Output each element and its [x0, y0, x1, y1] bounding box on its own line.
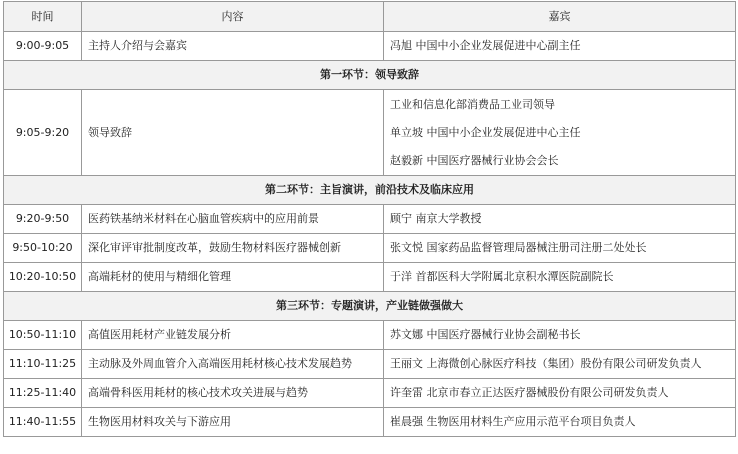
section-row: [4, 176, 736, 205]
guest-line: 单立坡 中国中小企业发展促进中心主任: [390, 125, 581, 139]
content-cell: 高端骨科医用耗材的核心技术攻关进展与趋势: [82, 379, 384, 408]
content-cell: 生物医用材料攻关与下游应用: [82, 408, 384, 437]
content-cell: 高值医用耗材产业链发展分析: [82, 321, 384, 350]
table-row: [4, 32, 736, 61]
guest-cell: 崔晨强 生物医用材料生产应用示范平台项目负责人: [384, 408, 736, 437]
time-cell: 9:50-10:20: [4, 234, 82, 263]
time-cell: 9:05-9:20: [4, 90, 82, 176]
table-row: [4, 205, 736, 234]
header-guest: 嘉宾: [384, 2, 736, 32]
content-cell: 领导致辞: [82, 90, 384, 176]
guest-cell: 许奎雷 北京市春立正达医疗器械股份有限公司研发负责人: [384, 379, 736, 408]
time-cell: 9:00-9:05: [4, 32, 82, 61]
table-row: [4, 321, 736, 350]
guest-cell: [384, 90, 736, 176]
section-title: 第一环节：领导致辞: [4, 61, 736, 90]
guest-cell: 顾宁 南京大学教授: [384, 205, 736, 234]
time-cell: 11:40-11:55: [4, 408, 82, 437]
table-row: [4, 408, 736, 437]
time-cell: 10:50-11:10: [4, 321, 82, 350]
time-cell: 10:20-10:50: [4, 263, 82, 292]
time-cell: 9:20-9:50: [4, 205, 82, 234]
guest-line: 赵毅新 中国医疗器械行业协会会长: [390, 153, 559, 167]
table-row: [4, 263, 736, 292]
header-row: [4, 2, 736, 32]
content-cell: 医药铁基纳米材料在心脑血管疾病中的应用前景: [82, 205, 384, 234]
guest-cell: 王丽文 上海微创心脉医疗科技（集团）股份有限公司研发负责人: [384, 350, 736, 379]
content-cell: 深化审评审批制度改革，鼓励生物材料医疗器械创新: [82, 234, 384, 263]
guest-cell: 张文悦 国家药品监督管理局器械注册司注册二处处长: [384, 234, 736, 263]
section-title: 第三环节：专题演讲，产业链做强做大: [4, 292, 736, 321]
guest-cell: 苏文娜 中国医疗器械行业协会副秘书长: [384, 321, 736, 350]
guest-cell: 于洋 首都医科大学附属北京积水潭医院副院长: [384, 263, 736, 292]
content-cell: 高端耗材的使用与精细化管理: [82, 263, 384, 292]
content-cell: 主动脉及外周血管介入高端医用耗材核心技术发展趋势: [82, 350, 384, 379]
guest-cell: 冯旭 中国中小企业发展促进中心副主任: [384, 32, 736, 61]
table-row: [4, 234, 736, 263]
section-row: [4, 292, 736, 321]
header-content: 内容: [82, 2, 384, 32]
table-row: [4, 350, 736, 379]
section-row: [4, 61, 736, 90]
guest-line: 工业和信息化部消费品工业司领导: [390, 97, 555, 111]
section-title: 第二环节：主旨演讲，前沿技术及临床应用: [4, 176, 736, 205]
time-cell: 11:10-11:25: [4, 350, 82, 379]
agenda-table: [3, 1, 736, 437]
table-row: [4, 90, 736, 176]
table-row: [4, 379, 736, 408]
content-cell: 主持人介绍与会嘉宾: [82, 32, 384, 61]
header-time: 时间: [4, 2, 82, 32]
time-cell: 11:25-11:40: [4, 379, 82, 408]
